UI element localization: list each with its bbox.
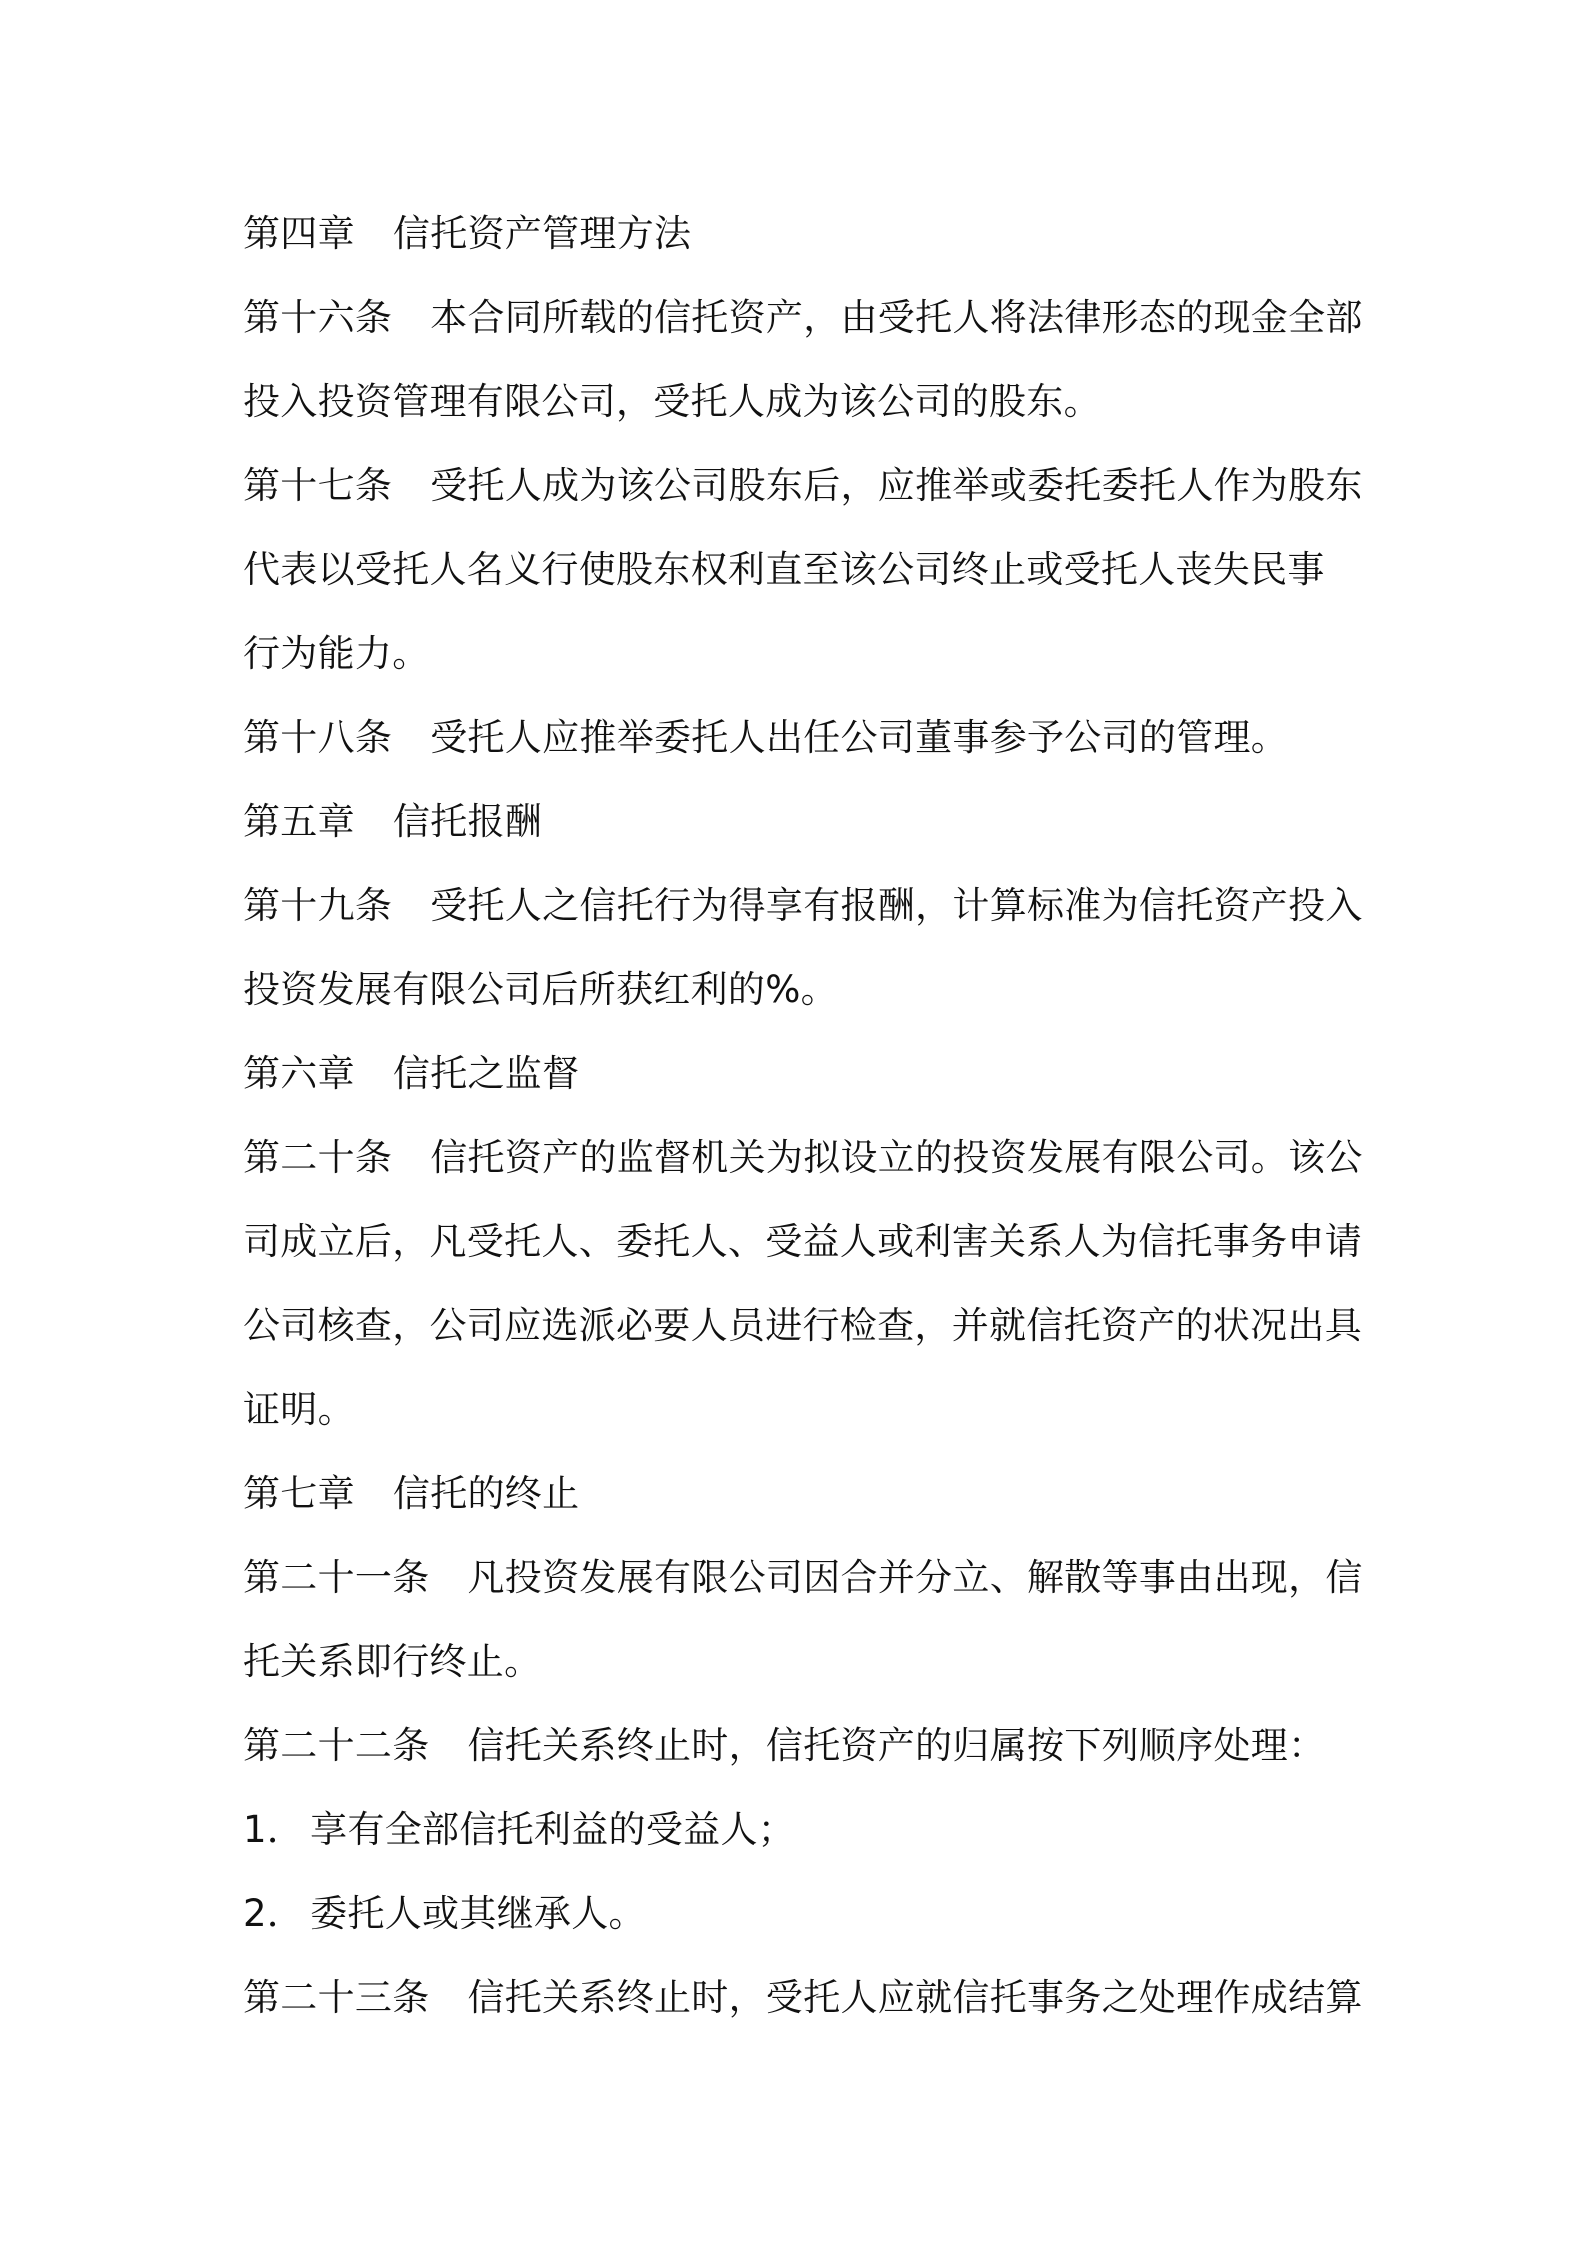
article-text: 受托人之信托行为得享有报酬，计算标准为信托资产投入 (430, 884, 1363, 927)
text-line (243, 948, 1363, 1032)
article-text: 信托关系终止时，信托资产的归属按下列顺序处理： (467, 1724, 1326, 1767)
article-text: 投资发展有限公司后所获红利的%。 (243, 968, 838, 1011)
text-line (243, 1368, 1363, 1452)
chapter-number: 第四章 (243, 212, 355, 255)
chapter-title: 信托报酬 (392, 800, 543, 843)
text-line (243, 1284, 1363, 1368)
chapter-title: 信托之监督 (392, 1052, 580, 1095)
article-line (243, 1704, 1363, 1788)
chapter-heading (243, 1032, 1363, 1116)
article-number: 第十八条 (243, 716, 393, 759)
article-number: 第二十三条 (243, 1976, 430, 2019)
article-text: 受托人成为该公司股东后，应推举或委托委托人作为股东 (430, 464, 1363, 507)
article-text: 托关系即行终止。 (243, 1640, 542, 1683)
article-line (243, 444, 1363, 528)
article-text: 投入投资管理有限公司，受托人成为该公司的股东。 (243, 380, 1101, 423)
article-text: 行为能力。 (243, 632, 430, 675)
chapter-title: 信托资产管理方法 (392, 212, 692, 255)
article-number: 第二十一条 (243, 1556, 430, 1599)
article-text: 本合同所载的信托资产，由受托人将法律形态的现金全部 (430, 296, 1363, 339)
article-text: 信托关系终止时，受托人应就信托事务之处理作成结算 (467, 1976, 1363, 2019)
list-item (243, 1788, 1363, 1872)
list-text: 享有全部信托利益的受益人； (310, 1808, 796, 1851)
list-number: 2． (243, 1892, 305, 1935)
article-line (243, 696, 1363, 780)
article-line (243, 864, 1363, 948)
article-line (243, 1536, 1363, 1620)
chapter-number: 第六章 (243, 1052, 355, 1095)
article-number: 第十九条 (243, 884, 393, 927)
article-text: 信托资产的监督机关为拟设立的投资发展有限公司。该公 (430, 1136, 1363, 1179)
article-text: 凡投资发展有限公司因合并分立、解散等事由出现，信 (467, 1556, 1363, 1599)
chapter-heading (243, 192, 1363, 276)
article-text: 证明。 (243, 1388, 355, 1431)
article-line (243, 1116, 1363, 1200)
text-line (243, 612, 1363, 696)
chapter-number: 第五章 (243, 800, 355, 843)
article-line (243, 276, 1363, 360)
list-number: 1． (243, 1808, 305, 1851)
text-line (243, 1200, 1363, 1284)
article-text: 公司核查，公司应选派必要人员进行检查，并就信托资产的状况出具 (243, 1304, 1362, 1347)
article-text: 受托人应推举委托人出任公司董事参予公司的管理。 (430, 716, 1289, 759)
list-text: 委托人或其继承人。 (310, 1892, 646, 1935)
chapter-heading (243, 1452, 1363, 1536)
chapter-title: 信托的终止 (392, 1472, 580, 1515)
text-line (243, 360, 1363, 444)
article-text: 代表以受托人名义行使股东权利直至该公司终止或受托人丧失民事 (243, 548, 1325, 591)
document-body (243, 192, 1363, 2040)
chapter-number: 第七章 (243, 1472, 355, 1515)
article-number: 第二十条 (243, 1136, 393, 1179)
article-number: 第二十二条 (243, 1724, 430, 1767)
article-number: 第十七条 (243, 464, 393, 507)
list-item (243, 1872, 1363, 1956)
article-line (243, 1956, 1363, 2040)
chapter-heading (243, 780, 1363, 864)
text-line (243, 528, 1363, 612)
article-text: 司成立后，凡受托人、委托人、受益人或利害关系人为信托事务申请 (243, 1220, 1362, 1263)
text-line (243, 1620, 1363, 1704)
article-number: 第十六条 (243, 296, 393, 339)
